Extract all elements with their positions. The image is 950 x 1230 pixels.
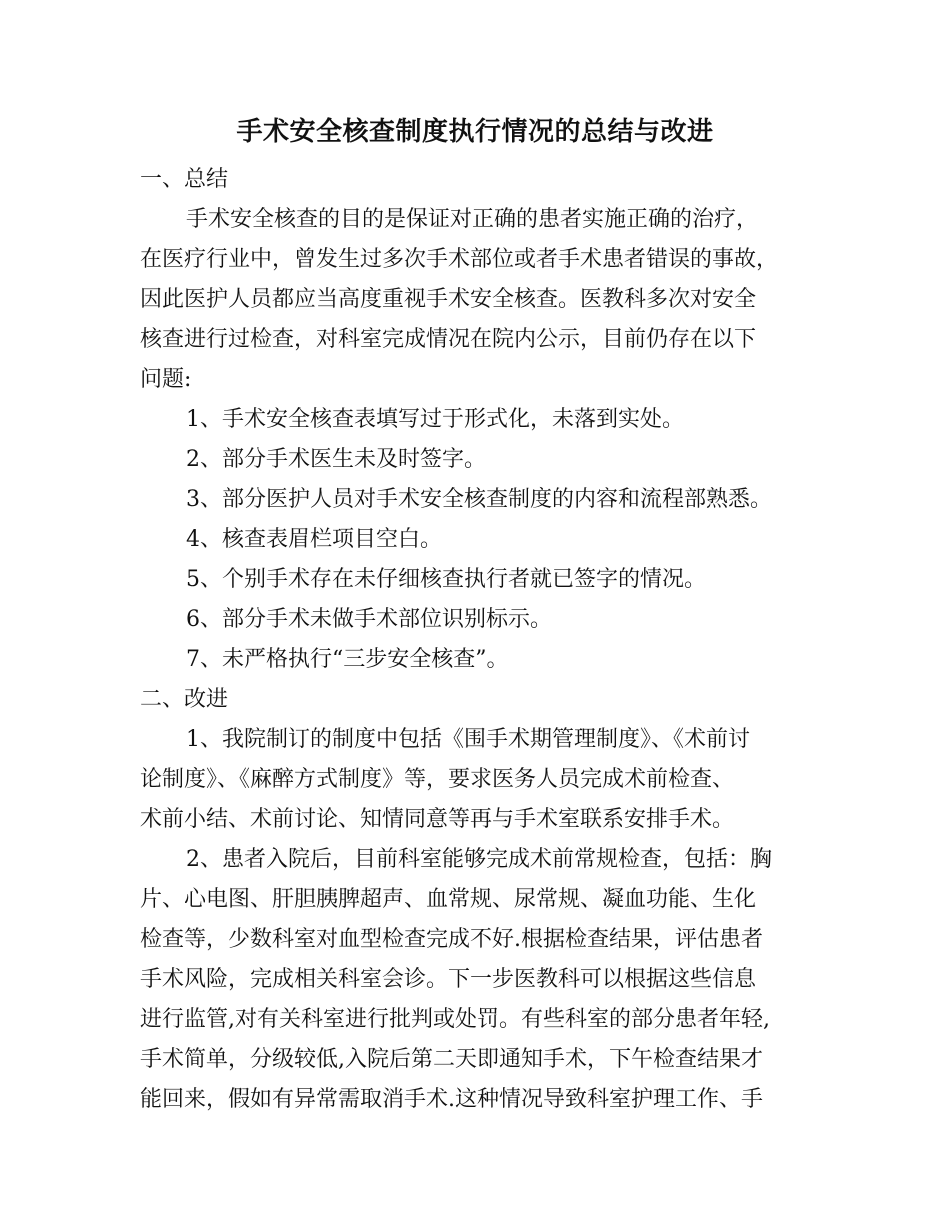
paragraph-line: 论制度》、《麻醉方式制度》等，要求医务人员完成术前检查、 bbox=[140, 767, 735, 792]
issue-item: 5、个别手术存在未仔细核查执行者就已签字的情况。 bbox=[186, 567, 706, 592]
paragraph-line: 片、心电图、肝胆胰脾超声、血常规、尿常规、凝血功能、生化 bbox=[140, 887, 757, 912]
paragraph-line: 2、患者入院后，目前科室能够完成术前常规检查，包括：胸 bbox=[186, 847, 772, 872]
section-heading-summary: 一、总结 bbox=[140, 167, 229, 192]
issue-item: 1、手术安全核查表填写过于形式化，未落到实处。 bbox=[186, 407, 684, 432]
paragraph-line: 在医疗行业中，曾发生过多次手术部位或者手术患者错误的事故， bbox=[140, 247, 779, 272]
paragraph-line: 进行监管,对有关科室进行批判或处罚。有些科室的部分患者年轻, bbox=[140, 1007, 770, 1032]
issue-item: 6、部分手术未做手术部位识别标示。 bbox=[186, 607, 552, 632]
paragraph-line: 1、我院制订的制度中包括《围手术期管理制度》、《术前讨 bbox=[186, 727, 750, 752]
paragraph-line: 手术简单，分级较低,入院后第二天即通知手术，下午检查结果才 bbox=[140, 1047, 763, 1072]
issue-item: 4、核查表眉栏项目空白。 bbox=[186, 527, 442, 552]
document-title: 手术安全核查制度执行情况的总结与改进 bbox=[236, 117, 714, 147]
issue-item: 3、部分医护人员对手术安全核查制度的内容和流程部熟悉。 bbox=[186, 487, 772, 512]
issue-item: 7、未严格执行“三步安全核查”。 bbox=[186, 647, 509, 672]
paragraph-line: 能回来，假如有异常需取消手术.这种情况导致科室护理工作、手 bbox=[140, 1087, 763, 1112]
paragraph-line: 手术安全核查的目的是保证对正确的患者实施正确的治疗， bbox=[186, 207, 759, 232]
paragraph-line: 手术风险，完成相关科室会诊。下一步医教科可以根据这些信息 bbox=[140, 967, 757, 992]
paragraph-line: 核查进行过检查，对科室完成情况在院内公示，目前仍存在以下 bbox=[140, 327, 757, 352]
paragraph-line: 问题: bbox=[140, 367, 192, 392]
paragraph-line: 检查等，少数科室对血型检查完成不好.根据检查结果，评估患者 bbox=[140, 927, 763, 952]
section-heading-improvement: 二、改进 bbox=[140, 687, 229, 712]
paragraph-line: 术前小结、术前讨论、知情同意等再与手术室联系安排手术。 bbox=[140, 807, 735, 832]
issue-item: 2、部分手术医生未及时签字。 bbox=[186, 447, 486, 472]
paragraph-line: 因此医护人员都应当高度重视手术安全核查。医教科多次对安全 bbox=[140, 287, 757, 312]
